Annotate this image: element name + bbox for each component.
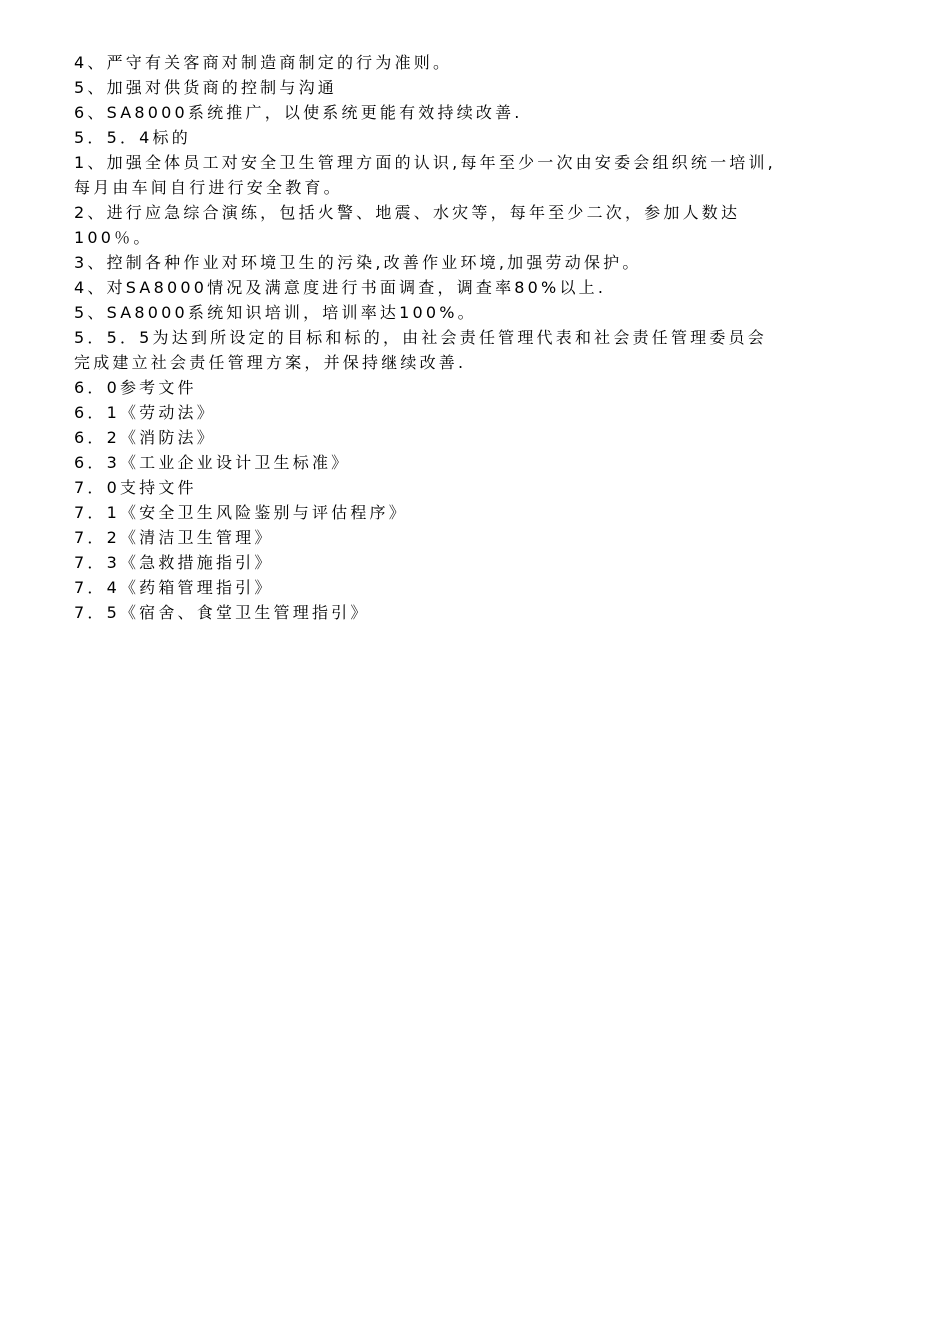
reference-item: 6．3《工业企业设计卫生标准》 xyxy=(74,453,351,472)
reference-item: 6．2《消防法》 xyxy=(74,428,216,447)
text-line: 完成建立社会责任管理方案，并保持继续改善. xyxy=(74,353,467,372)
text-line: 5．5．5为达到所设定的目标和标的，由社会责任管理代表和社会责任管理委员会 xyxy=(74,328,767,347)
document-body xyxy=(74,50,884,625)
text-line: 5、加强对供货商的控制与沟通 xyxy=(74,78,337,97)
reference-item: 7．4《药箱管理指引》 xyxy=(74,578,274,597)
text-line: 2、进行应急综合演练，包括火警、地震、水灾等，每年至少二次，参加人数达 xyxy=(74,203,741,222)
section-heading: 5．5．4标的 xyxy=(74,128,191,147)
section-heading: 7．0支持文件 xyxy=(74,478,197,497)
reference-item: 7．2《清洁卫生管理》 xyxy=(74,528,274,547)
text-line: 4、对SA8000情况及满意度进行书面调查，调查率80%以上. xyxy=(74,278,607,297)
reference-item: 7．5《宿舍、食堂卫生管理指引》 xyxy=(74,603,370,622)
text-line: 每月由车间自行进行安全教育。 xyxy=(74,178,343,197)
text-line: 5、SA8000系统知识培训，培训率达100%。 xyxy=(74,303,477,322)
reference-item: 6．1《劳动法》 xyxy=(74,403,216,422)
text-line: 4、严守有关客商对制造商制定的行为准则。 xyxy=(74,53,453,72)
text-line: 6、SA8000系统推广，以使系统更能有效持续改善. xyxy=(74,103,523,122)
text-line: 3、控制各种作业对环境卫生的污染,改善作业环境,加强劳动保护。 xyxy=(74,253,642,272)
section-heading: 6．0参考文件 xyxy=(74,378,197,397)
text-line: 1、加强全体员工对安全卫生管理方面的认识,每年至少一次由安委会组织统一培训, xyxy=(74,153,776,172)
text-line: 100％。 xyxy=(74,228,153,247)
reference-item: 7．3《急救措施指引》 xyxy=(74,553,274,572)
reference-item: 7．1《安全卫生风险鉴别与评估程序》 xyxy=(74,503,408,522)
